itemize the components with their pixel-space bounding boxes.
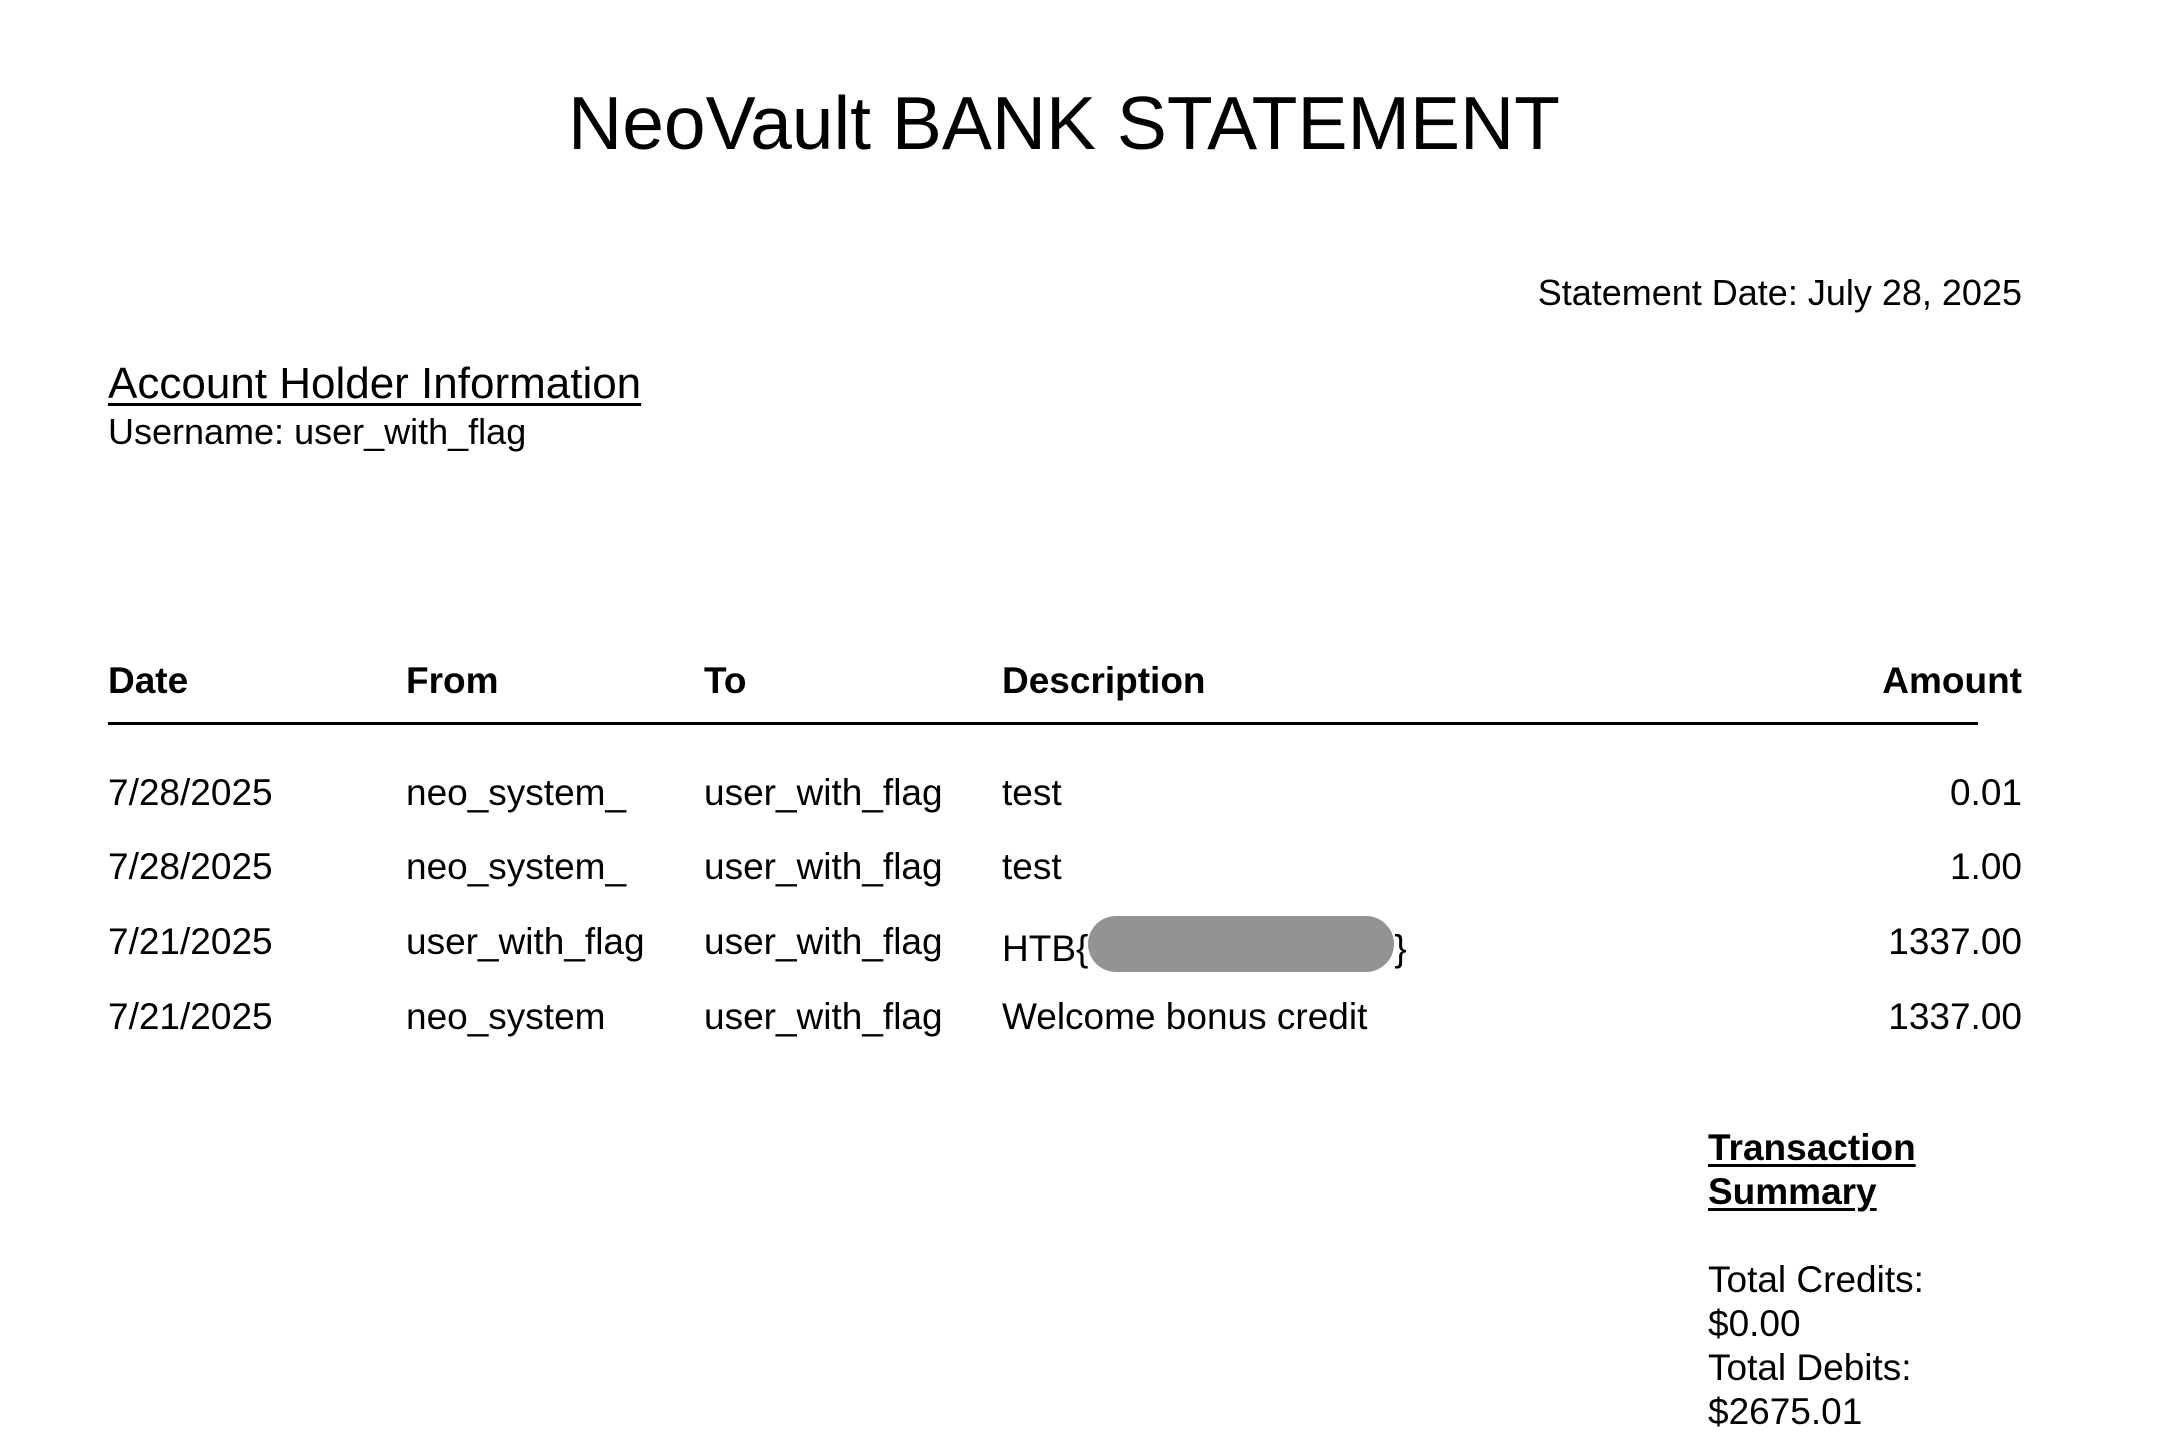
cell-to: user_with_flag [704,921,943,962]
column-header-amount: Amount [1882,660,2022,701]
cell-amount: 1.00 [1949,846,2022,887]
cell-from: user_with_flag [406,921,645,962]
table-row [108,848,2022,888]
cell-to: user_with_flag [704,996,943,1037]
transaction-summary [1708,1126,2008,1434]
cell-amount: 1337.00 [1888,921,2022,962]
cell-date: 7/28/2025 [108,772,273,813]
cell-description: test [1002,846,1062,887]
cell-from: neo_system_ [406,772,627,813]
cell-from: neo_system_ [406,846,627,887]
cell-to: user_with_flag [704,846,943,887]
cell-description: test [1002,772,1062,813]
account-holder-heading: Account Holder Information [108,359,642,408]
statement-date-label: Statement Date: [1537,272,1798,313]
summary-totals [1708,1258,2008,1434]
transactions-table [108,660,2022,1037]
column-header-from: From [406,660,499,701]
cell-to: user_with_flag [704,772,943,813]
cell-from: neo_system [406,996,606,1037]
redaction-mark [1088,916,1394,972]
flag-suffix: } [1394,927,1407,969]
account-username [108,411,527,452]
username-value: user_with_flag [294,411,527,452]
summary-heading [1708,1126,2008,1214]
summary-heading-line2: Summary [1708,1171,1877,1212]
cell-description: Welcome bonus credit [1002,996,1368,1037]
cell-description [1002,923,1407,979]
flag-prefix: HTB{ [1002,927,1089,969]
column-header-date: Date [108,660,189,701]
cell-amount: 1337.00 [1888,996,2022,1037]
table-row [108,998,2022,1038]
column-header-to: To [704,660,747,701]
table-row [108,921,2022,969]
username-label: Username: [108,411,285,452]
statement-date [1537,272,2022,313]
table-row [108,774,2022,814]
total-debits-value: $2675.01 [1708,1391,1863,1432]
cell-date: 7/28/2025 [108,846,273,887]
total-debits-label: Total Debits: [1708,1347,1912,1388]
cell-date: 7/21/2025 [108,921,273,962]
total-credits-label: Total Credits: [1708,1259,1924,1300]
column-header-description: Description [1002,660,1206,701]
table-header [108,662,2022,702]
cell-amount: 0.01 [1949,772,2022,813]
summary-heading-line1: Transaction [1708,1127,1916,1168]
total-credits-value: $0.00 [1708,1303,1801,1344]
cell-date: 7/21/2025 [108,996,273,1037]
statement-date-value: July 28, 2025 [1807,272,2022,313]
header-divider [108,722,1978,725]
statement-title: NeoVault BANK STATEMENT [568,81,1560,165]
